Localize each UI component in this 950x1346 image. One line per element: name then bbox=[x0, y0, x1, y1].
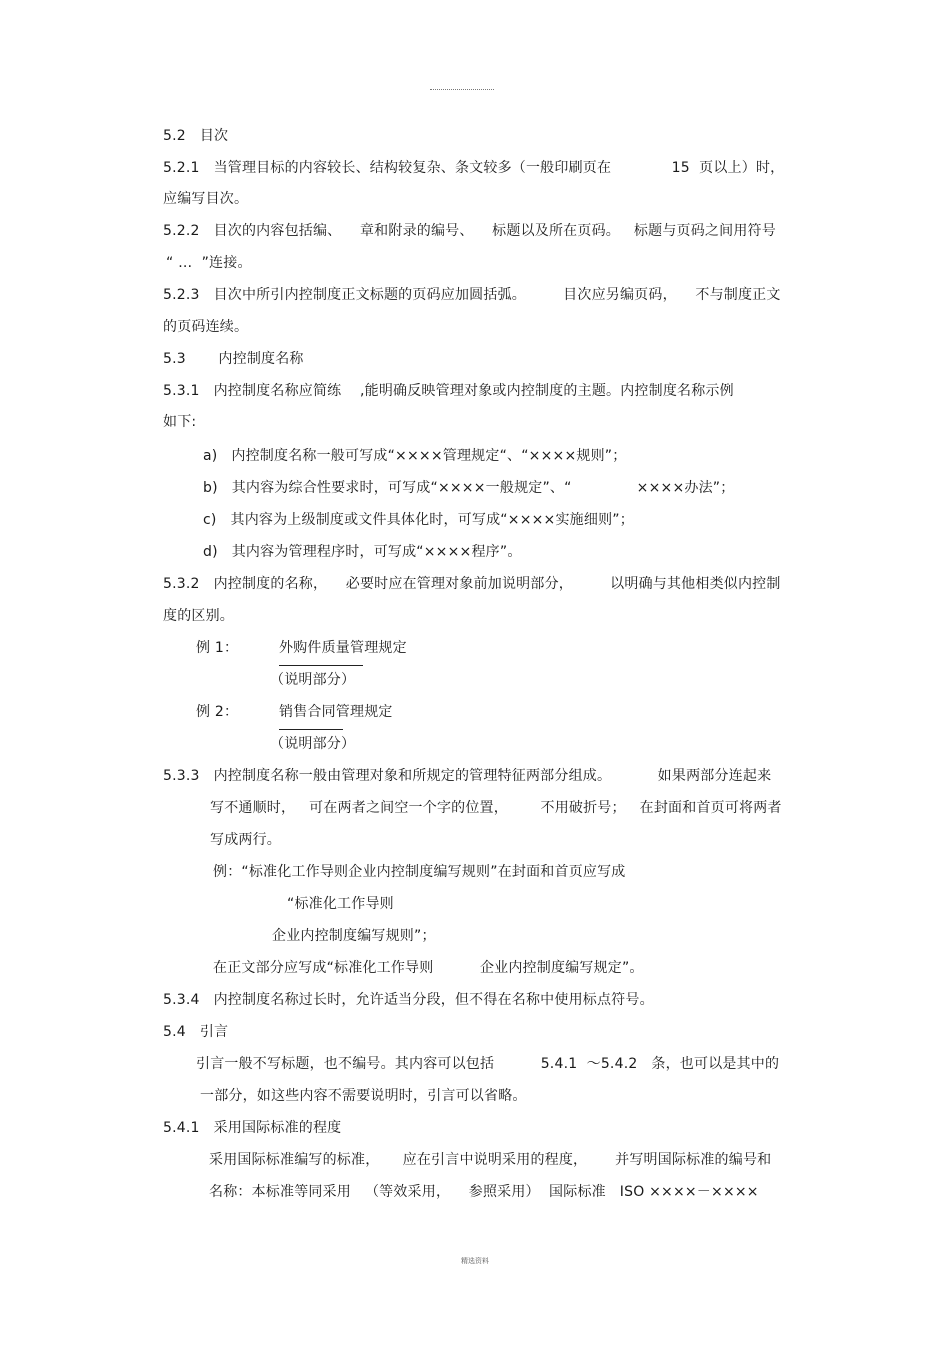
clause-5-3-4: 5.3.4 内控制度名称过长时，允许适当分段，但不得在名称中使用标点符号。 bbox=[163, 992, 654, 1008]
example-2-title: 销售合同管理规定 bbox=[279, 704, 393, 720]
clause-5-3-3-example-line-2: “标准化工作导则 bbox=[287, 896, 394, 912]
clause-5-2-1-line-1: 5.2.1 当管理目标的内容较长、结构较复杂、条文较多（一般印刷页在 15 页以上）时， bbox=[163, 160, 785, 176]
example-2-underline bbox=[279, 729, 343, 730]
clause-5-2-2-line-1: 5.2.2 目次的内容包括编、 章和附录的编号、 标题以及所在页码。 标题与页码之间用符号 bbox=[163, 223, 776, 239]
clause-5-3-2-line-2: 度的区别。 bbox=[163, 608, 234, 624]
section-5-4-line-2: 一部分，如这些内容不需要说明时，引言可以省略。 bbox=[200, 1088, 527, 1104]
clause-5-3-3-body-form: 在正文部分应写成“标准化工作导则 企业内控制度编写规定”。 bbox=[213, 960, 644, 976]
clause-5-3-3-example: 例：“标准化工作导则企业内控制度编写规则”在封面和首页应写成 bbox=[213, 864, 626, 880]
page-footer: 精选资料 bbox=[461, 1257, 489, 1265]
example-1-label: 例 1： bbox=[196, 640, 239, 656]
section-5-4-heading: 5.4 引言 bbox=[163, 1024, 229, 1040]
clause-5-4-1-line-1: 采用国际标准编写的标准， 应在引言中说明采用的程度， 并写明国际标准的编号和 bbox=[209, 1152, 772, 1168]
example-1-note: （说明部分） bbox=[270, 672, 356, 688]
example-2-label: 例 2： bbox=[196, 704, 239, 720]
clause-5-2-2-line-2: “ … ”连接。 bbox=[166, 255, 252, 271]
list-item-b: b) 其内容为综合性要求时，可写成“××××一般规定”、“ ××××办法”； bbox=[203, 480, 735, 496]
clause-5-3-2-line-1: 5.3.2 内控制度的名称， 必要时应在管理对象前加说明部分， 以明确与其他相类似内控制 bbox=[163, 576, 781, 592]
clause-5-3-3-line-2: 写不通顺时， 可在两者之间空一个字的位置， 不用破折号； 在封面和首页可将两者 bbox=[210, 800, 782, 816]
clause-5-3-1-line-1: 5.3.1 内控制度名称应简练 ,能明确反映管理对象或内控制度的主题。内控制度名称示例 bbox=[163, 383, 734, 399]
clause-5-2-3-line-2: 的页码连续。 bbox=[163, 319, 249, 335]
clause-5-3-3-line-1: 5.3.3 内控制度名称一般由管理对象和所规定的管理特征两部分组成。 如果两部分连起来 bbox=[163, 768, 772, 784]
example-1-title: 外购件质量管理规定 bbox=[279, 640, 407, 656]
list-item-d: d) 其内容为管理程序时，可写成“××××程序”。 bbox=[203, 544, 522, 560]
section-5-4-line-1: 引言一般不写标题，也不编号。其内容可以包括 5.4.1 ～5.4.2 条，也可以是其中的 bbox=[196, 1056, 780, 1072]
example-1-underline bbox=[279, 665, 363, 666]
clause-5-3-3-line-3: 写成两行。 bbox=[210, 832, 281, 848]
clause-5-4-1-heading: 5.4.1 采用国际标准的程度 bbox=[163, 1120, 342, 1136]
list-item-a: a) 内控制度名称一般可写成“××××管理规定“、“××××规则”； bbox=[203, 448, 627, 464]
clause-5-2-3-line-1: 5.2.3 目次中所引内控制度正文标题的页码应加圆括弧。 目次应另编页码， 不与制度正文 bbox=[163, 287, 781, 303]
section-5-3-heading: 5.3 内控制度名称 bbox=[163, 351, 304, 367]
clause-5-3-3-example-line-3: 企业内控制度编写规则”； bbox=[272, 928, 436, 944]
example-2-note: （说明部分） bbox=[270, 736, 356, 752]
list-item-c: c) 其内容为上级制度或文件具体化时，可写成“××××实施细则”； bbox=[203, 512, 634, 528]
clause-5-2-1-line-2: 应编写目次。 bbox=[163, 191, 249, 207]
section-5-2-heading: 5.2 目次 bbox=[163, 128, 229, 144]
clause-5-3-1-line-2: 如下: bbox=[163, 414, 197, 430]
clause-5-4-1-line-2: 名称：本标准等同采用 （等效采用， 参照采用） 国际标准 ISO ××××－×××× bbox=[209, 1184, 759, 1200]
header-divider bbox=[430, 89, 494, 90]
